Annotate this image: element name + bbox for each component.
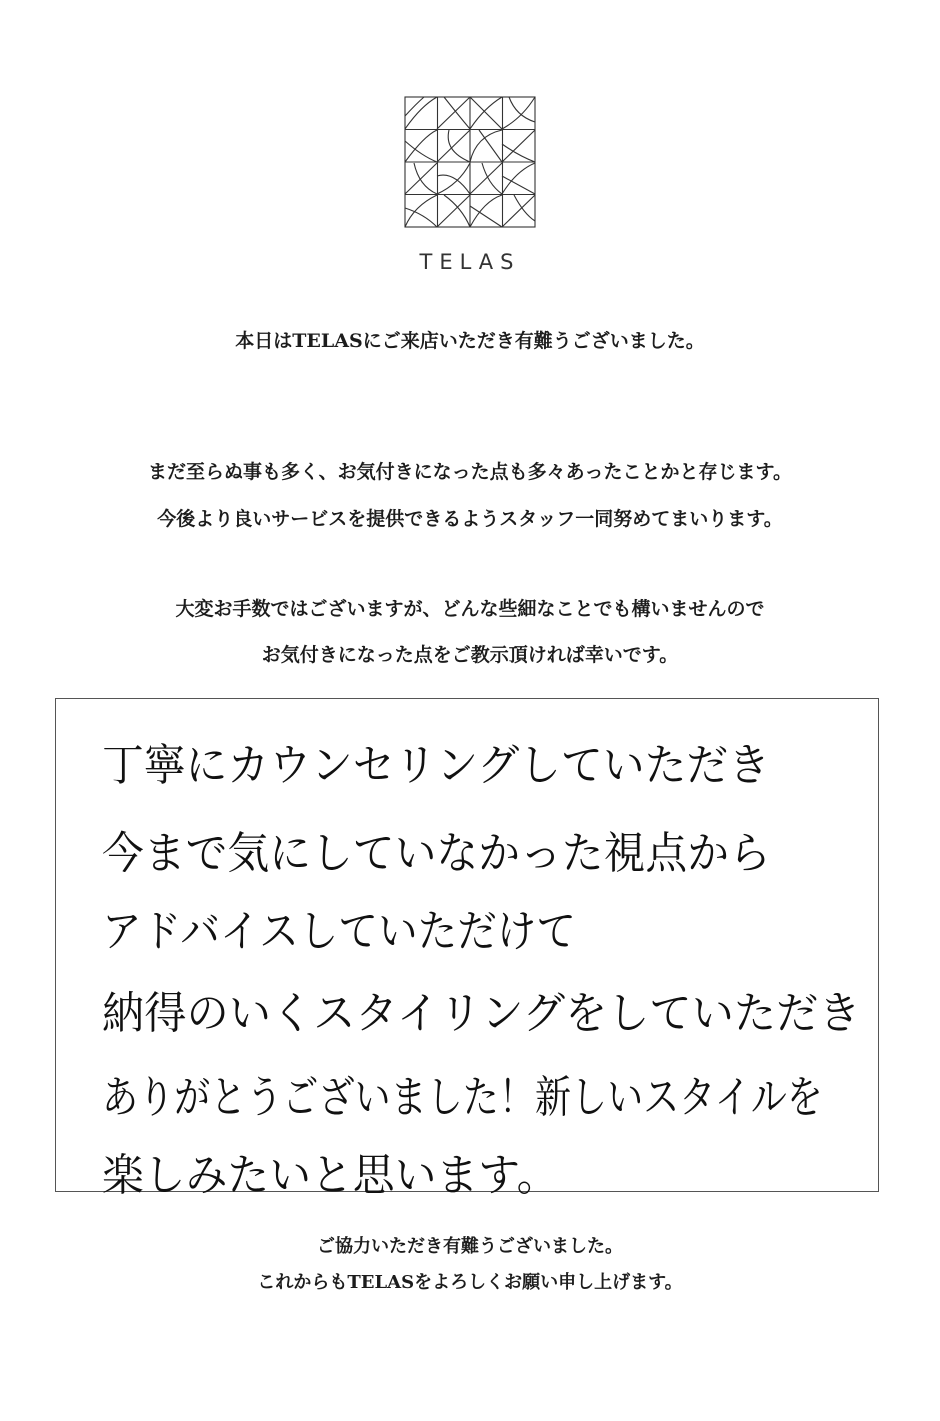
handwritten-comment-box xyxy=(55,698,879,1201)
greeting-text: 本日はTELASにご来店いただき有難うございました。 xyxy=(235,330,705,352)
handwritten-comment-line: 納得のいくスタイリングをしていただき xyxy=(102,988,861,1039)
intro-line: まだ至らぬ事も多く、お気付きになった点も多々あったことかと存じます。 xyxy=(148,461,792,483)
handwritten-comment-line: ありがとうございました！新しいスタイルを xyxy=(102,1072,823,1123)
handwritten-comment-line: アドバイスしていただけて xyxy=(102,906,577,957)
telas-logo-mark xyxy=(404,96,536,228)
closing-line: これからもTELASをよろしくお願い申し上げます。 xyxy=(257,1272,683,1293)
request-line: お気付きになった点をご教示頂ければ幸いです。 xyxy=(261,644,679,666)
intro-line: 今後より良いサービスを提供できるようスタッフ一同努めてまいります。 xyxy=(157,508,783,530)
handwritten-comment-line: 楽しみたいと思います。 xyxy=(102,1150,559,1201)
request-line: 大変お手数ではございますが、どんな些細なことでも構いませんので xyxy=(175,598,765,620)
closing-line: ご協力いただき有難うございました。 xyxy=(317,1236,623,1257)
handwritten-comment-line: 丁寧にカウンセリングしていただき xyxy=(102,740,770,791)
brand-name: TELAS xyxy=(419,250,521,274)
handwritten-comment-line: 今まで気にしていなかった視点から xyxy=(102,828,771,879)
